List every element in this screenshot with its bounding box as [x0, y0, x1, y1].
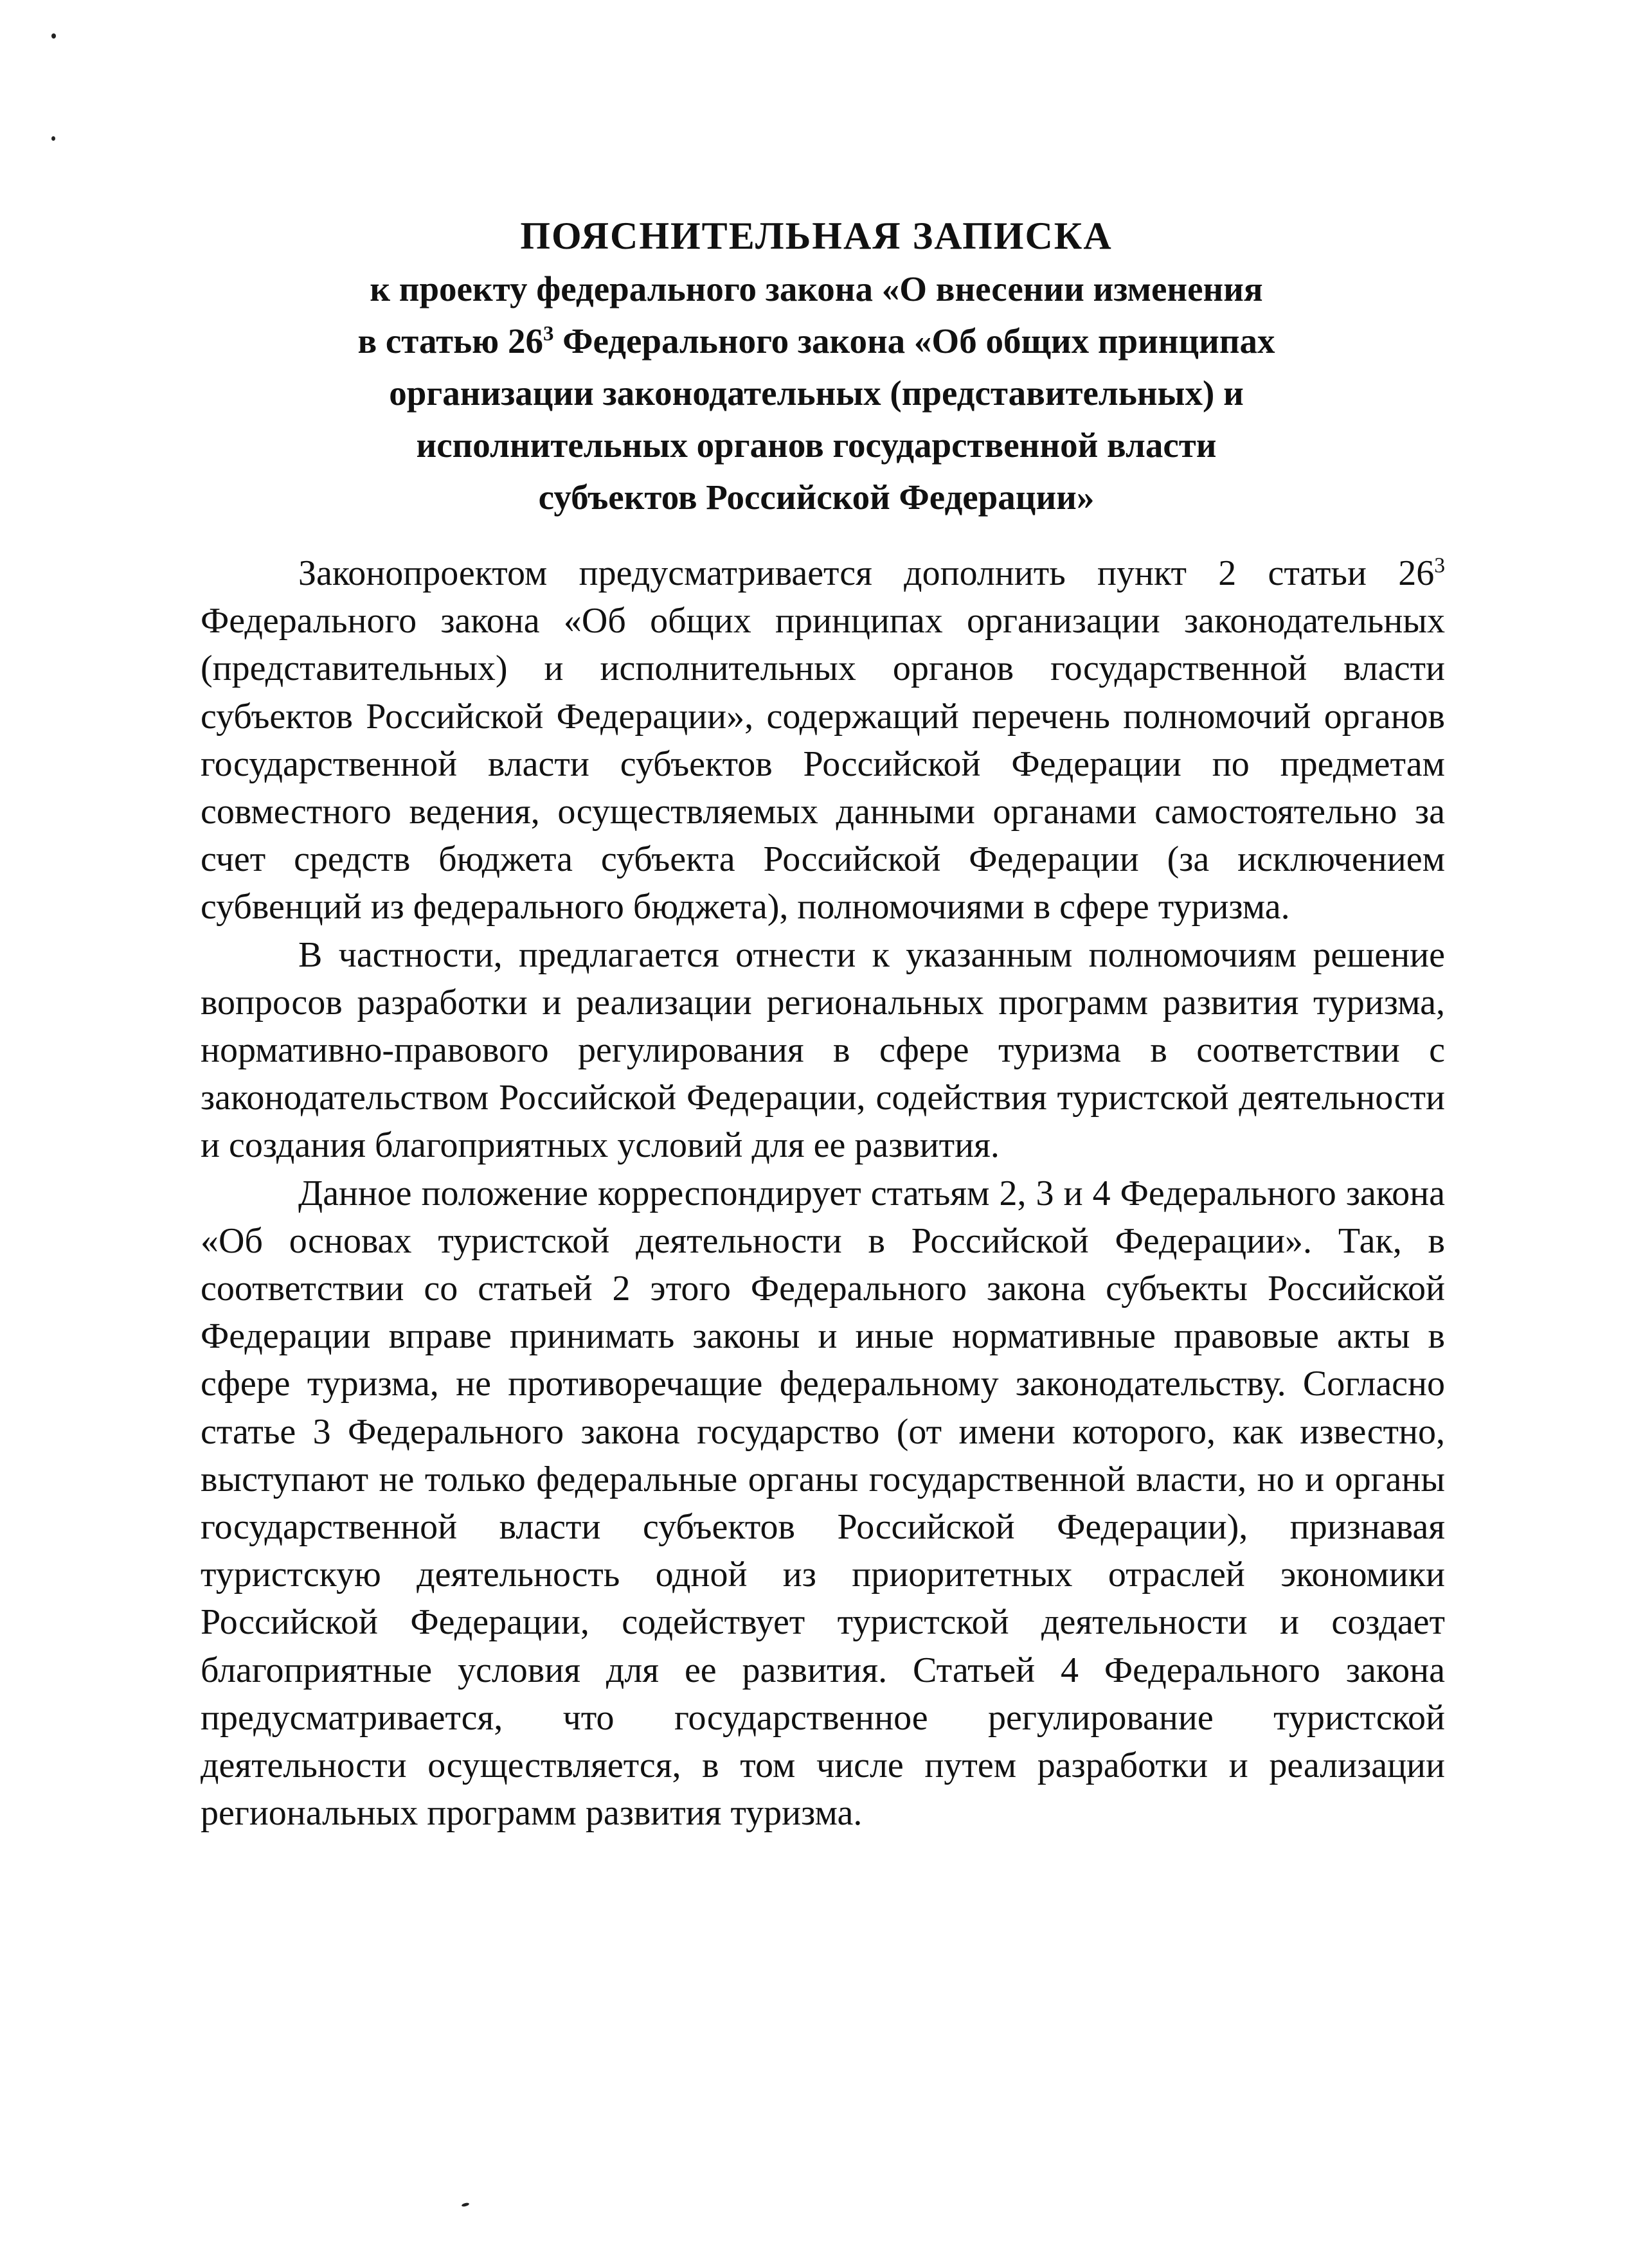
scan-speck [462, 2202, 470, 2208]
article-superscript: 3 [1434, 553, 1445, 578]
subtitle-line-part: Федерального закона «Об общих принципах [553, 321, 1275, 361]
scan-speck [51, 136, 55, 141]
subtitle-line-part: в статью 26 [357, 321, 543, 361]
subtitle-line [193, 315, 1440, 367]
paragraph-text: Федерального закона «Об общих принципах организации законодательных (представительных) и исполнительных органов государственной власти субъектов Российской Федерации», содержащий перечень полномочий органов государственной власти субъектов Российской Федерации по предметам совместного ведения, осуществляемых данными органами самостоятельно за счет средств бюджета субъекта Российской Федерации (за исключением субвенций из федерального бюджета), полномочиями в сфере туризма. [201, 601, 1445, 927]
paragraph [201, 549, 1445, 931]
paragraph: В частности, предлагается отнести к указанным полномочиям решение вопросов разработки и реализации региональных программ развития туризма, нормативно-правового регулирования в сфере туризма в соответствии с законодательством Российской Федерации, содействия туристской деятельности и создания благоприятных условий для ее развития. [201, 934, 1445, 1166]
article-superscript: 3 [543, 322, 554, 346]
document-header [193, 209, 1440, 523]
paragraph-text: Законопроектом предусматривается дополнить пункт 2 статьи 26 [298, 553, 1435, 593]
document-title: ПОЯСНИТЕЛЬНАЯ ЗАПИСКА [520, 215, 1113, 257]
subtitle-line: исполнительных органов государственной власти [416, 425, 1217, 465]
subtitle-line: субъектов Российской Федерации» [538, 478, 1095, 517]
document-body [201, 549, 1445, 1837]
scan-speck [51, 33, 56, 39]
subtitle-line: к проекту федерального закона «О внесении изменения [370, 269, 1263, 308]
subtitle-line: организации законодательных (представительных) и [389, 373, 1244, 413]
document-subtitle [193, 263, 1440, 523]
paragraph: Данное положение корреспондирует статьям 2, 3 и 4 Федерального закона «Об основах туристской деятельности в Российской Федерации». Так, в соответствии со статьей 2 этого Федерального закона субъекты Российской Федерации вправе принимать законы и иные нормативные правовые акты в сфере туризма, не противоречащие федеральному законодательству. Согласно статье 3 Федерального закона государство (от имени которого, как известно, выступают не только федеральные органы государственной власти, но и органы государственной власти субъектов Российской Федерации), признавая туристскую деятельность одной из приоритетных отраслей экономики Российской Федерации, содействует туристской деятельности и создает благоприятные условия для ее развития. Статьей 4 Федерального закона предусматривается, что государственное регулирование туристской деятельности осуществляется, в том числе путем разработки и реализации региональных программ развития туризма. [201, 1173, 1445, 1834]
